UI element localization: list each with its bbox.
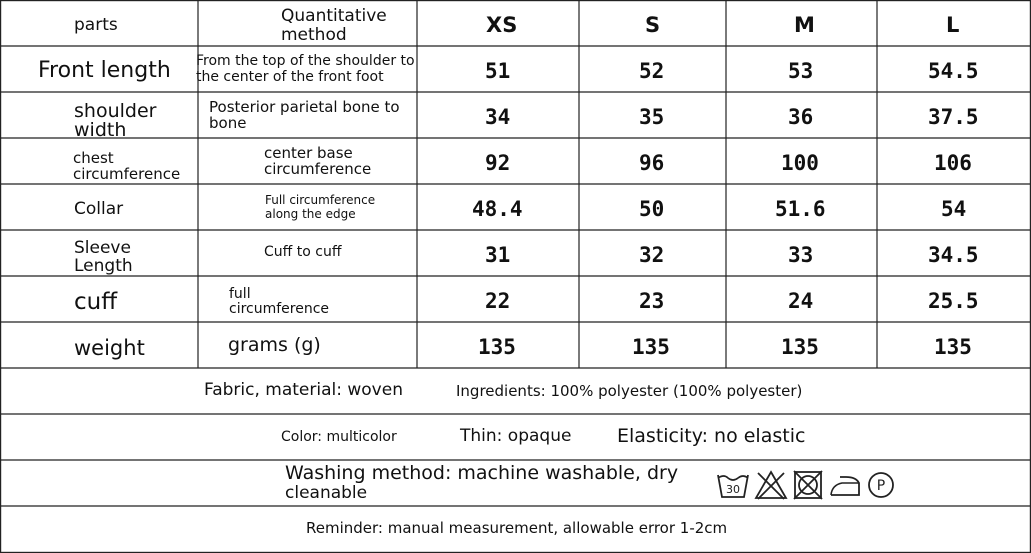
- no-tumble-dry-icon: [792, 469, 824, 501]
- value-collar-s: 50: [639, 197, 665, 221]
- value-cuff-l: 25.5: [928, 289, 979, 313]
- elasticity-info: Elasticity: no elastic: [617, 425, 806, 447]
- value-collar-l: 54: [941, 197, 967, 221]
- value-weight-xs: 135: [478, 335, 516, 359]
- iron-icon: [828, 469, 862, 501]
- header-size-l: L: [946, 13, 960, 37]
- svg-text:30: 30: [726, 483, 740, 496]
- value-chest-xs: 92: [485, 151, 511, 175]
- value-cuff-xs: 22: [485, 289, 511, 313]
- no-bleach-icon: [754, 469, 788, 501]
- value-weight-l: 135: [934, 335, 972, 359]
- value-sleeve-l: 34.5: [928, 243, 979, 267]
- value-cuff-m: 24: [788, 289, 814, 313]
- reminder-note: Reminder: manual measurement, allowable error 1-2cm: [306, 519, 728, 537]
- value-front-length-m: 53: [788, 59, 814, 83]
- value-collar-m: 51.6: [775, 197, 826, 221]
- header-method-line1: Quantitative: [281, 6, 387, 26]
- header-size-s: S: [645, 13, 661, 37]
- value-weight-s: 135: [632, 335, 670, 359]
- method-cuff-line1: full: [229, 286, 251, 302]
- value-shoulder-width-xs: 34: [485, 105, 511, 129]
- value-collar-xs: 48.4: [472, 197, 523, 221]
- header-size-m: M: [794, 13, 815, 37]
- header-method-line2: method: [281, 25, 347, 45]
- part-sleeve-line2: Length: [74, 256, 133, 276]
- part-weight: weight: [74, 336, 145, 360]
- value-sleeve-m: 33: [788, 243, 814, 267]
- header-parts: parts: [74, 15, 118, 35]
- value-front-length-xs: 51: [485, 59, 511, 83]
- professional-clean-p-icon: [866, 469, 896, 501]
- value-front-length-l: 54.5: [928, 59, 979, 83]
- part-sleeve-line1: Sleeve: [74, 238, 131, 258]
- method-shoulder-width-line2: bone: [209, 114, 247, 132]
- method-cuff-line2: circumference: [229, 301, 330, 317]
- washing-line2: cleanable: [285, 483, 368, 503]
- method-front-length-line1: From the top of the shoulder to: [196, 53, 415, 69]
- care-icons: [716, 469, 896, 501]
- method-chest-line2: circumference: [264, 160, 372, 178]
- value-cuff-s: 23: [639, 289, 665, 313]
- value-chest-m: 100: [781, 151, 819, 175]
- value-shoulder-width-m: 36: [788, 105, 814, 129]
- wash-30-icon: [716, 469, 750, 501]
- header-size-xs: XS: [486, 13, 518, 37]
- method-collar-line2: along the edge: [265, 207, 356, 221]
- method-collar-line1: Full circumference: [265, 193, 376, 207]
- part-collar: Collar: [74, 199, 124, 219]
- thin-info: Thin: opaque: [460, 426, 572, 446]
- fabric-info: Fabric, material: woven: [204, 380, 403, 400]
- value-shoulder-width-s: 35: [639, 105, 665, 129]
- part-cuff: cuff: [74, 289, 118, 315]
- part-chest-line2: circumference: [73, 165, 181, 183]
- value-weight-m: 135: [781, 335, 819, 359]
- washing-line1: Washing method: machine washable, dry: [285, 462, 679, 484]
- part-shoulder-width-line2: width: [74, 119, 127, 141]
- part-chest-line1: chest: [73, 149, 114, 167]
- ingredients-info: Ingredients: 100% polyester (100% polyester): [456, 382, 803, 400]
- value-chest-s: 96: [639, 151, 665, 175]
- value-sleeve-s: 32: [639, 243, 665, 267]
- method-chest-line1: center base: [264, 144, 353, 162]
- value-front-length-s: 52: [639, 59, 665, 83]
- part-shoulder-width-line1: shoulder: [74, 100, 157, 122]
- value-shoulder-width-l: 37.5: [928, 105, 979, 129]
- method-weight: grams (g): [228, 334, 321, 356]
- method-front-length-line2: the center of the front foot: [196, 69, 384, 85]
- method-shoulder-width-line1: Posterior parietal bone to: [209, 98, 400, 116]
- value-sleeve-xs: 31: [485, 243, 511, 267]
- method-sleeve: Cuff to cuff: [264, 244, 342, 260]
- value-chest-l: 106: [934, 151, 972, 175]
- svg-text:P: P: [876, 478, 886, 494]
- color-info: Color: multicolor: [281, 429, 397, 445]
- part-front-length: Front length: [38, 58, 171, 83]
